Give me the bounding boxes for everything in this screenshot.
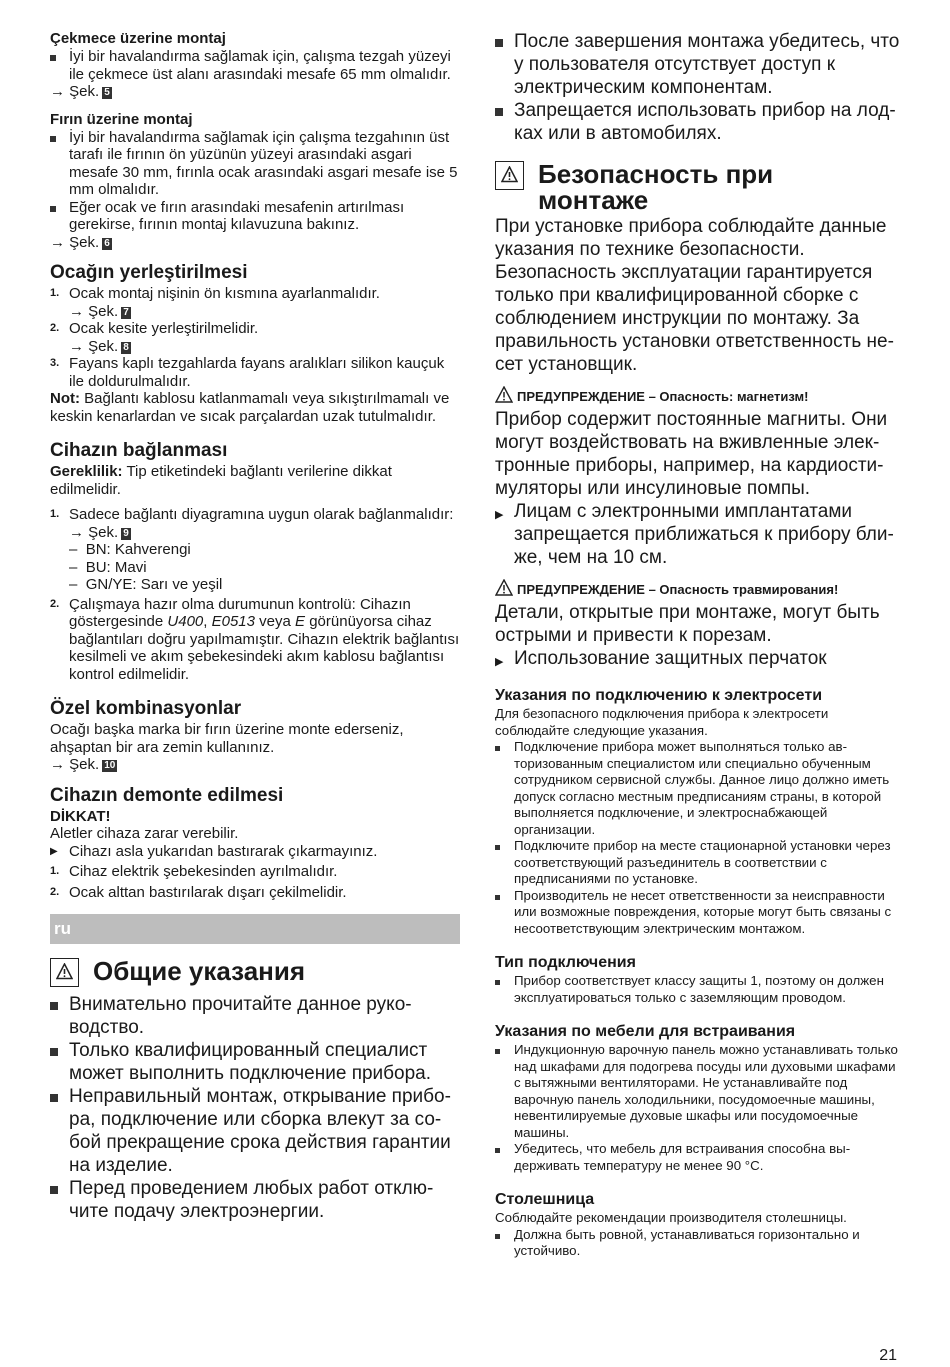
figure-reference: → Şek. 6 [50, 233, 110, 251]
warning-triangle-icon [495, 386, 513, 403]
warning-icon [50, 958, 79, 987]
list-item: Перед проведением любых работ отключите подачу электроэнергии. [50, 1177, 460, 1223]
section-title-yerlestirme: Ocağın yerleştirilmesi [50, 262, 248, 283]
step-item: 2. Ocak kesite yerleştirilmelidir. → Şek. 8 [50, 320, 259, 355]
section-heading-general: Общие указания [50, 958, 460, 987]
list-item: Неправильный монтаж, открывание прибора, подключение или сборка влекут за собой прекращение срока действия гарантии на изделие. [50, 1085, 460, 1177]
action-item: ▶ Лицам с электронными имплантатами запрещается приближаться к прибору ближе, чем на 10 см. [495, 501, 894, 568]
page-number: 21 [879, 1347, 897, 1364]
warning-triangle-icon [495, 579, 513, 596]
left-column [50, 28, 460, 1223]
section-title-firin: Fırın üzerine montaj [50, 110, 193, 128]
general-list [50, 993, 460, 1223]
figure-reference: → Şek. 5 [50, 83, 110, 100]
step-item: 3. Fayans kaplı tezgahlarda fayans aralıkları silikon kauçuk ile doldurulmalıdır. [50, 355, 445, 390]
language-band: ru [50, 914, 460, 944]
list-item: İyi bir havalandırma sağlamak için, çalışma tezgah yüzeyi ile çekmece üst alanı arasındaki mesafe 65 mm olmalıdır. [50, 48, 460, 83]
warning-text: Прибор содержит постоянные магниты. Они могут воздействовать на вживленные электронные приборы, например, на кардиостимуляторы или инсулиновые помпы. [495, 409, 888, 499]
step-item: 1. Cihaz elektrik şebekesinden ayrılmalıdır. [50, 863, 338, 880]
section-title-furniture: Указания по мебели для встраивания [495, 1023, 796, 1040]
warning-injury [495, 579, 905, 674]
section-title-baglanma: Cihazın bağlanması [50, 440, 228, 461]
list-item: Eğer ocak ve fırın arasındaki mesafenin artırılması gerekirse, fırının montaj kılavuzuna bakınız. [50, 199, 460, 234]
list-item: Только квалифицированный специалист может выполнить подключение прибора. [50, 1039, 460, 1085]
section-heading-safety: Безопасность при монтаже [495, 161, 905, 213]
requirement: Gereklilik: Tip etiketindeki bağlantı verilerine dikkat edilmelidir. [50, 463, 392, 498]
section-title-countertop: Столешница [495, 1191, 595, 1208]
list-item: Запрещается использовать прибор на лодках или в автомобилях. [495, 99, 905, 145]
list-item: Производитель не несет ответственности за неисправности или возможные повреждения, которые могут быть связаны с несоответствующим электрическим монтажом. [495, 888, 905, 938]
list-item: После завершения монтажа убедитесь, что у пользователя отсутствует доступ к электрическим компонентам. [495, 30, 905, 99]
list-item: İyi bir havalandırma sağlamak için çalışma tezgahının üst tarafı ile fırının ön yüzünün yüzeyi arasındaki asgari mesafe 30 mm, fırınla ocak arasındaki asgari mesafe ise 5 mm olmalıdır. [50, 129, 460, 199]
list-item: Должна быть ровной, устанавливаться горизонтально и устойчиво. [495, 1227, 905, 1260]
warning-magnetism [495, 386, 905, 569]
section-title-demonte: Cihazın demonte edilmesi [50, 784, 284, 806]
caution-label: DİKKAT! [50, 807, 111, 825]
note: Not: Bağlantı kablosu katlanmamalı veya sıkıştırılmamalı ve keskin kenarlardan ve sıcak parçalardan uzak tutulmalıdır. [50, 390, 450, 425]
warning-title: ПРЕДУПРЕЖДЕНИЕ – Опасность: магнетизм! [495, 386, 905, 406]
warning-text: Детали, открытые при монтаже, могут быть острыми и привести к порезам. [495, 602, 880, 646]
section-title-cekmece: Çekmece üzerine montaj [50, 30, 226, 47]
section-title-ozel: Özel kombinasyonlar [50, 698, 242, 719]
warning-title: ПРЕДУПРЕЖДЕНИЕ – Опасность травмирования! [495, 579, 905, 599]
caution-text: Aletler cihaza zarar verebilir. [50, 825, 239, 842]
section-title-electric: Указания по подключению к электросети [495, 687, 823, 704]
list-item: Внимательно прочитайте данное руководство. [50, 993, 460, 1039]
safety-intro: При установке прибора соблюдайте данные указания по технике безопасности. Безопасность эксплуатации гарантируется только при квалифицированной сборке с соблюдением инструкции по монтажу. За правильность установки ответственность несет установщик. [495, 216, 894, 375]
action-item: ▶ Cihazı asla yukarıdan bastırarak çıkarmayınız. [50, 842, 378, 860]
list-item: Убедитесь, что мебель для встраивания способна выдерживать температуру не менее 90 °С. [495, 1141, 905, 1174]
list-item: Индукционную варочную панель можно устанавливать только над шкафами для подогрева посуды или духовыми шкафами с вытяжными вентиляторами. Не устанавливайте под варочную панель холодильники, посудомоечные машины, невентилируемые духовые шкафы или посудомоечные машины. [495, 1042, 905, 1141]
list-item: Подключите прибор на месте стационарной установки через соответствующий разъединитель в соответствии с предписаниями по установке. [495, 838, 905, 888]
right-column [495, 30, 905, 1260]
step-item: 2. Çalışmaya hazır olma durumunun kontrolü: Cihazın göstergesinde U400, E0513 veya E görünüyorsa cihaz bağlantıları doğru yapılmamıştır. Cihazın elektrik bağlantısı kesilmeli ve akım şebekesindeki akım kablosu bağlantısı kontrol edilmelidir. [50, 595, 460, 683]
figure-reference: → Şek. 10 [50, 756, 116, 773]
step-item: 1. Ocak montaj nişinin ön kısmına ayarlanmalıdır. → Şek. 7 [50, 285, 380, 320]
action-item: ▶ Использование защитных перчаток [495, 648, 827, 669]
warning-icon [495, 161, 524, 190]
step-item: 1. Sadece bağlantı diyagramına uygun olarak bağlanmalıdır: → Şek. 9 – BN: Kahverengi – BU: Mavi – GN/YE: Sarı ve yeşil [50, 506, 454, 593]
paragraph: Для безопасного подключения прибора к электросети соблюдайте следующие указания. [495, 706, 829, 738]
step-item: 2. Ocak alttan bastırılarak dışarı çekilmelidir. [50, 883, 347, 901]
list-item: Прибор соответствует классу защиты 1, поэтому он должен эксплуатироваться только с заземляющим проводом. [495, 973, 905, 1006]
section-title-connection-type: Тип подключения [495, 954, 636, 971]
paragraph: Соблюдайте рекомендации производителя столешницы. [495, 1210, 847, 1225]
paragraph: Ocağı başka marka bir fırın üzerine monte ederseniz, ahşaptan bir ara zemin kullanınız. [50, 721, 404, 756]
list-item: Подключение прибора может выполняться только авторизованным специалистом или специально обученным сотрудником сервисной службы. Данное лицо должно иметь допуск согласно местным предписаниям страны, в которой выполняется подключение, и электроснабжающей организации. [495, 739, 905, 838]
